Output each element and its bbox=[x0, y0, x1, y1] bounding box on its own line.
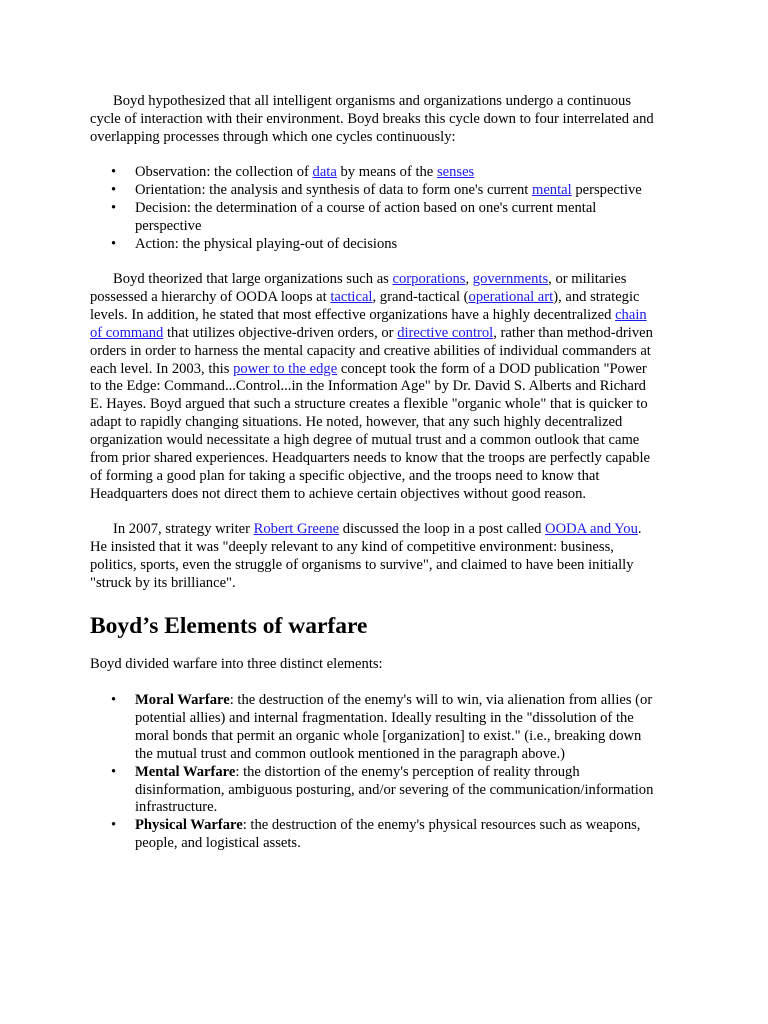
text-run: : the destruction of the enemy's will to win, via alienation from allies (or bbox=[229, 692, 653, 708]
text-line bbox=[90, 521, 740, 539]
text-line bbox=[135, 782, 740, 800]
text-line bbox=[135, 200, 740, 218]
text-line bbox=[135, 799, 740, 817]
bullet-icon: • bbox=[111, 817, 117, 834]
text-run: infrastructure. bbox=[135, 799, 218, 816]
text-line bbox=[90, 343, 740, 361]
text-run: perspective bbox=[571, 181, 642, 198]
bullet-icon: • bbox=[111, 181, 117, 198]
text-run: people, and logistical assets. bbox=[135, 835, 301, 852]
bold-term: Mental Warfare bbox=[135, 763, 236, 780]
text-run: that utilizes objective-driven orders, or bbox=[163, 324, 398, 341]
text-run: Boyd theorized that large organizations such as bbox=[113, 271, 393, 287]
text-line bbox=[90, 432, 740, 450]
text-line bbox=[90, 361, 740, 379]
text-line bbox=[90, 325, 740, 343]
text-run: of forming a good plan for taking a specific objective, and the troops need to know that bbox=[90, 467, 600, 484]
text-line bbox=[90, 486, 740, 504]
text-run: organization would necessitate a high degree of mutual trust and a common outlook that came bbox=[90, 432, 640, 449]
text-line bbox=[135, 218, 740, 236]
inline-link[interactable]: corporations bbox=[392, 271, 466, 287]
warfare-elements-list bbox=[90, 692, 740, 853]
inline-link[interactable]: operational art bbox=[468, 288, 554, 305]
inline-link[interactable]: power to the edge bbox=[233, 360, 338, 377]
text-run: concept took the form of a DOD publication "Power bbox=[337, 360, 647, 377]
inline-link[interactable]: governments bbox=[472, 271, 549, 287]
text-run: E. Hayes. Boyd argued that such a structure creates a flexible "organic whole" that is quicker to bbox=[90, 396, 648, 413]
bold-term: Physical Warfare bbox=[135, 817, 243, 834]
text-run: "struck by its brilliance". bbox=[90, 574, 236, 591]
text-run: cycle of interaction with their environment. Boyd breaks this cycle down to four interrelated and bbox=[90, 110, 654, 127]
ooda-list-item bbox=[90, 182, 740, 200]
text-run: perspective bbox=[135, 217, 202, 234]
text-line bbox=[90, 575, 740, 593]
text-run: potential allies) and internal fragmentation. Ideally resulting in the "dissolution of the bbox=[135, 709, 634, 726]
warfare-list-item bbox=[90, 764, 740, 818]
text-run: Observation: the collection of bbox=[135, 164, 313, 180]
inline-link[interactable]: data bbox=[312, 164, 337, 180]
text-run: Boyd hypothesized that all intelligent organisms and organizations undergo a continuous bbox=[113, 93, 631, 109]
text-line bbox=[90, 111, 740, 129]
text-run: discussed the loop in a post called bbox=[339, 521, 546, 537]
intro-paragraph bbox=[90, 93, 740, 147]
text-line bbox=[135, 728, 740, 746]
text-run: In 2007, strategy writer bbox=[113, 521, 254, 537]
section-heading: Boyd’s Elements of warfare bbox=[90, 613, 368, 639]
text-run: to the Edge: Command...Control...in the Information Age" by Dr. David S. Alberts and Richard bbox=[90, 378, 646, 395]
text-run: : the destruction of the enemy's physical resources such as weapons, bbox=[242, 817, 641, 834]
text-run: overlapping processes through which one cycles continuously: bbox=[90, 128, 456, 145]
text-run: moral bonds that permit an organic whole [organization] to exist." (i.e., breaking down bbox=[135, 727, 642, 744]
ooda-list-item bbox=[90, 200, 740, 236]
organizations-paragraph bbox=[90, 271, 740, 504]
text-run: Headquarters does not direct them to achieve certain objectives without good reason. bbox=[90, 485, 587, 502]
text-run: orders in order to harness the mental capacity and creative abilities of individual commanders at bbox=[90, 342, 651, 359]
inline-link[interactable]: Robert Greene bbox=[253, 521, 340, 537]
text-line bbox=[90, 378, 740, 396]
ooda-process-list bbox=[90, 164, 740, 254]
warfare-list-item bbox=[90, 817, 740, 853]
text-run: , rather than method-driven bbox=[493, 324, 653, 341]
ooda-list-item bbox=[90, 164, 740, 182]
inline-link[interactable]: directive control bbox=[397, 324, 494, 341]
inline-link[interactable]: mental bbox=[531, 181, 572, 198]
warfare-intro: Boyd divided warfare into three distinct elements: bbox=[90, 656, 383, 672]
greene-paragraph bbox=[90, 521, 740, 593]
text-run: , bbox=[465, 271, 473, 287]
text-run: Decision: the determination of a course of action based on one's current mental bbox=[135, 199, 597, 216]
text-run: from prior shared experiences. Headquarters needs to know that the troops are perfectly capable bbox=[90, 450, 650, 467]
inline-link[interactable]: OODA and You bbox=[545, 521, 638, 537]
text-run: each level. In 2003, this bbox=[90, 360, 234, 377]
text-line bbox=[135, 710, 740, 728]
text-line bbox=[135, 182, 740, 200]
text-line bbox=[90, 468, 740, 486]
text-run: adapt to rapidly changing situations. He noted, however, that any such highly decentralized bbox=[90, 414, 623, 431]
text-run: He insisted that it was "deeply relevant to any kind of competitive environment: business, bbox=[90, 538, 614, 555]
text-line bbox=[90, 289, 740, 307]
text-run: levels. In addition, he stated that most effective organizations have a highly decentralized bbox=[90, 306, 616, 323]
text-line bbox=[135, 764, 740, 782]
text-line bbox=[90, 539, 740, 557]
text-line bbox=[90, 396, 740, 414]
bullet-icon: • bbox=[111, 692, 117, 708]
inline-link[interactable]: senses bbox=[436, 164, 475, 180]
text-line bbox=[135, 164, 740, 182]
inline-link[interactable]: of command bbox=[90, 324, 164, 341]
bullet-icon: • bbox=[111, 199, 117, 216]
text-line bbox=[90, 557, 740, 575]
text-run: . bbox=[637, 521, 642, 537]
text-line bbox=[90, 450, 740, 468]
bullet-icon: • bbox=[111, 763, 117, 780]
text-line bbox=[135, 692, 740, 710]
text-line bbox=[90, 129, 740, 147]
bullet-icon: • bbox=[111, 235, 117, 252]
inline-link[interactable]: chain bbox=[615, 306, 647, 323]
text-run: : the distortion of the enemy's perception of reality through bbox=[235, 763, 580, 780]
text-line bbox=[90, 271, 740, 289]
text-line bbox=[135, 817, 740, 835]
text-run: possessed a hierarchy of OODA loops at bbox=[90, 288, 331, 305]
text-run: ), and strategic bbox=[553, 288, 640, 305]
text-run: by means of the bbox=[336, 164, 437, 180]
text-run: , grand-tactical ( bbox=[372, 288, 469, 305]
text-line bbox=[90, 93, 740, 111]
text-line bbox=[135, 835, 740, 853]
ooda-list-item bbox=[90, 236, 740, 254]
text-run: Action: the physical playing-out of decisions bbox=[135, 235, 398, 252]
text-run: , or militaries bbox=[548, 271, 627, 287]
text-line bbox=[90, 414, 740, 432]
warfare-list-item bbox=[90, 692, 740, 764]
bullet-icon: • bbox=[111, 164, 117, 180]
text-line bbox=[90, 307, 740, 325]
text-line bbox=[135, 236, 740, 254]
text-run: disinformation, ambiguous posturing, and/or severing of the communication/information bbox=[135, 781, 654, 798]
text-line bbox=[135, 746, 740, 764]
text-run: the mutual trust and common outlook mentioned in the paragraph above.) bbox=[135, 745, 566, 762]
bold-term: Moral Warfare bbox=[135, 692, 230, 708]
inline-link[interactable]: tactical bbox=[330, 288, 373, 305]
text-run: politics, sports, even the struggle of organisms to survive", and claimed to have been initially bbox=[90, 556, 634, 573]
text-run: Orientation: the analysis and synthesis of data to form one's current bbox=[135, 181, 532, 198]
